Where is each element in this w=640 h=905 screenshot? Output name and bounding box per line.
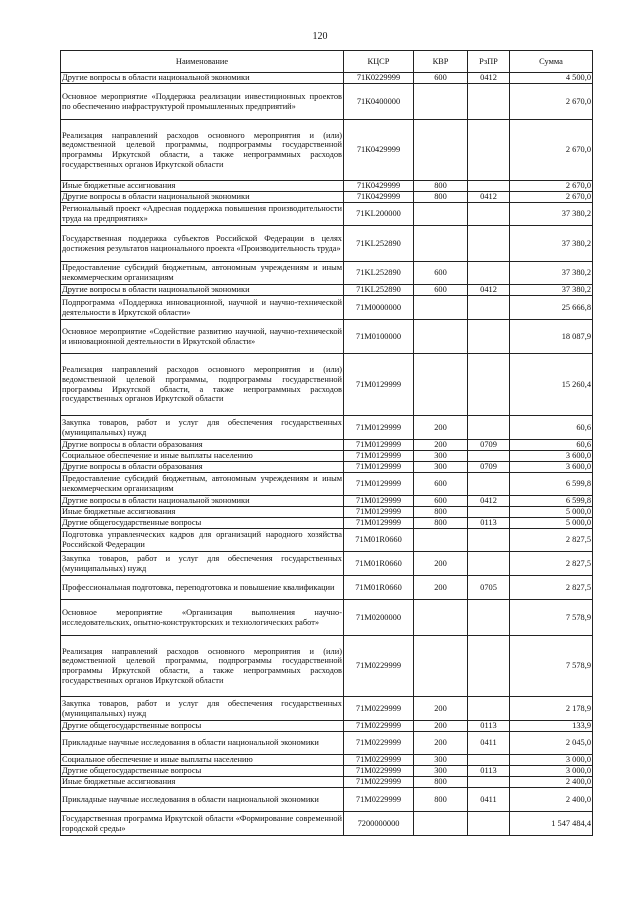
cell-rzpr: 0412 [468, 73, 510, 84]
cell-name: Другие вопросы в области национальной экономики [61, 496, 344, 507]
cell-kvr: 200 [414, 721, 468, 732]
cell-kvr: 200 [414, 440, 468, 451]
cell-name: Подготовка управленческих кадров для организаций народного хозяйства Российской Федерации [61, 529, 344, 552]
cell-kcsr: 71К0400000 [344, 84, 414, 120]
cell-rzpr [468, 203, 510, 226]
cell-sum: 133,9 [510, 721, 593, 732]
cell-sum: 3 600,0 [510, 462, 593, 473]
cell-sum: 37 380,2 [510, 226, 593, 262]
cell-rzpr: 0113 [468, 518, 510, 529]
column-header-sum: Сумма [510, 51, 593, 73]
cell-name: Иные бюджетные ассигнования [61, 777, 344, 788]
cell-sum: 2 400,0 [510, 788, 593, 812]
cell-kcsr: 71М0100000 [344, 320, 414, 354]
table-row [61, 507, 593, 518]
cell-kvr: 300 [414, 462, 468, 473]
cell-sum: 37 380,2 [510, 285, 593, 296]
cell-name: Государственная программа Иркутской области «Формирование современной городской среды» [61, 812, 344, 836]
cell-kcsr: 71К0429999 [344, 181, 414, 192]
table-row [61, 552, 593, 576]
cell-kvr [414, 600, 468, 636]
page-number: 120 [312, 31, 328, 42]
cell-rzpr [468, 600, 510, 636]
cell-kvr: 800 [414, 181, 468, 192]
cell-kcsr: 71М0129999 [344, 440, 414, 451]
cell-kcsr: 71К0229999 [344, 73, 414, 84]
cell-sum: 2 045,0 [510, 732, 593, 755]
cell-rzpr [468, 320, 510, 354]
cell-kvr: 600 [414, 496, 468, 507]
cell-sum: 2 827,5 [510, 576, 593, 600]
cell-kvr [414, 226, 468, 262]
cell-kvr: 300 [414, 451, 468, 462]
cell-name: Реализация направлений расходов основного мероприятия и (или) ведомственной целевой программы, подпрограммы государственной программы Иркутской области, а также непрограммных расходов государственных органов Иркутской области [61, 354, 344, 416]
cell-kvr [414, 120, 468, 181]
table-row [61, 120, 593, 181]
cell-sum: 3 000,0 [510, 766, 593, 777]
column-header-name: Наименование [61, 51, 344, 73]
cell-sum: 25 666,8 [510, 296, 593, 320]
cell-rzpr [468, 755, 510, 766]
cell-kvr: 200 [414, 576, 468, 600]
table-row [61, 181, 593, 192]
cell-kvr: 200 [414, 416, 468, 440]
cell-kcsr: 71М0129999 [344, 496, 414, 507]
cell-kcsr: 71М0129999 [344, 462, 414, 473]
cell-kcsr: 71KL252890 [344, 226, 414, 262]
cell-rzpr [468, 181, 510, 192]
cell-kvr [414, 354, 468, 416]
cell-sum: 2 400,0 [510, 777, 593, 788]
table-row [61, 226, 593, 262]
column-header-kcsr: КЦСР [344, 51, 414, 73]
cell-name: Региональный проект «Адресная поддержка повышения производительности труда на предприятиях» [61, 203, 344, 226]
cell-kvr: 600 [414, 73, 468, 84]
cell-rzpr [468, 552, 510, 576]
cell-sum: 1 547 484,4 [510, 812, 593, 836]
cell-rzpr [468, 529, 510, 552]
cell-kcsr: 71М0229999 [344, 766, 414, 777]
cell-kvr: 600 [414, 473, 468, 496]
cell-rzpr [468, 777, 510, 788]
cell-sum: 2 178,9 [510, 697, 593, 721]
cell-name: Прикладные научные исследования в области национальной экономики [61, 732, 344, 755]
cell-rzpr [468, 84, 510, 120]
cell-kvr: 800 [414, 777, 468, 788]
table-row [61, 496, 593, 507]
cell-kvr: 800 [414, 192, 468, 203]
cell-name: Иные бюджетные ассигнования [61, 507, 344, 518]
cell-kcsr: 71М0000000 [344, 296, 414, 320]
table-row [61, 285, 593, 296]
cell-name: Основное мероприятие «Поддержка реализации инвестиционных проектов по обеспечению инфраструктурой промышленных предприятий» [61, 84, 344, 120]
cell-rzpr [468, 226, 510, 262]
cell-kcsr: 71К0429999 [344, 120, 414, 181]
cell-kvr: 800 [414, 788, 468, 812]
cell-rzpr [468, 354, 510, 416]
cell-rzpr: 0412 [468, 496, 510, 507]
cell-kcsr: 71М0129999 [344, 451, 414, 462]
cell-name: Закупка товаров, работ и услуг для обеспечения государственных (муниципальных) нужд [61, 552, 344, 576]
table-row [61, 755, 593, 766]
cell-sum: 7 578,9 [510, 636, 593, 697]
cell-sum: 2 670,0 [510, 192, 593, 203]
cell-kcsr: 71М0229999 [344, 788, 414, 812]
cell-rzpr [468, 416, 510, 440]
cell-rzpr [468, 507, 510, 518]
table-row [61, 777, 593, 788]
table-row [61, 788, 593, 812]
cell-kvr: 800 [414, 507, 468, 518]
cell-name: Прикладные научные исследования в области национальной экономики [61, 788, 344, 812]
budget-table [60, 50, 593, 836]
table-row [61, 636, 593, 697]
cell-name: Другие общегосударственные вопросы [61, 766, 344, 777]
table-row [61, 766, 593, 777]
cell-kvr: 200 [414, 732, 468, 755]
cell-kvr: 200 [414, 697, 468, 721]
cell-kcsr: 71М01R0660 [344, 529, 414, 552]
cell-kvr [414, 812, 468, 836]
cell-rzpr [468, 636, 510, 697]
cell-kvr: 600 [414, 262, 468, 285]
table-body [61, 73, 593, 836]
cell-kvr: 300 [414, 755, 468, 766]
cell-sum: 37 380,2 [510, 203, 593, 226]
cell-kcsr: 7200000000 [344, 812, 414, 836]
cell-rzpr [468, 697, 510, 721]
cell-name: Другие вопросы в области национальной экономики [61, 73, 344, 84]
cell-sum: 2 670,0 [510, 120, 593, 181]
cell-kcsr: 71KL252890 [344, 285, 414, 296]
cell-rzpr [468, 451, 510, 462]
table-row [61, 721, 593, 732]
cell-kcsr: 71М0229999 [344, 697, 414, 721]
cell-sum: 2 827,5 [510, 529, 593, 552]
cell-name: Другие вопросы в области образования [61, 462, 344, 473]
cell-kvr [414, 529, 468, 552]
cell-name: Подпрограмма «Поддержка инновационной, научной и научно-технической деятельности в Иркутской области» [61, 296, 344, 320]
cell-name: Социальное обеспечение и иные выплаты населению [61, 755, 344, 766]
table-row [61, 732, 593, 755]
cell-kvr: 600 [414, 285, 468, 296]
cell-rzpr: 0412 [468, 285, 510, 296]
cell-name: Иные бюджетные ассигнования [61, 181, 344, 192]
cell-name: Другие общегосударственные вопросы [61, 721, 344, 732]
cell-kcsr: 71М0200000 [344, 600, 414, 636]
cell-name: Предоставление субсидий бюджетным, автономным учреждениям и иным некоммерческим организациям [61, 262, 344, 285]
table-row [61, 203, 593, 226]
cell-sum: 60,6 [510, 440, 593, 451]
cell-sum: 2 827,5 [510, 552, 593, 576]
cell-kcsr: 71М0229999 [344, 777, 414, 788]
cell-name: Профессиональная подготовка, переподготовка и повышение квалификации [61, 576, 344, 600]
cell-kcsr: 71М0129999 [344, 354, 414, 416]
cell-rzpr: 0113 [468, 766, 510, 777]
cell-kcsr: 71М01R0660 [344, 552, 414, 576]
cell-rzpr [468, 473, 510, 496]
table-row [61, 320, 593, 354]
cell-kvr: 800 [414, 518, 468, 529]
cell-rzpr [468, 812, 510, 836]
table-row [61, 440, 593, 451]
cell-rzpr: 0411 [468, 732, 510, 755]
cell-sum: 37 380,2 [510, 262, 593, 285]
cell-sum: 5 000,0 [510, 507, 593, 518]
table-row [61, 473, 593, 496]
cell-kcsr: 71М0229999 [344, 636, 414, 697]
cell-kcsr: 71М0129999 [344, 416, 414, 440]
cell-kvr [414, 84, 468, 120]
column-header-kvr: КВР [414, 51, 468, 73]
cell-rzpr [468, 120, 510, 181]
table-row [61, 600, 593, 636]
cell-rzpr: 0705 [468, 576, 510, 600]
table-row [61, 462, 593, 473]
cell-kcsr: 71KL252890 [344, 262, 414, 285]
cell-sum: 2 670,0 [510, 181, 593, 192]
cell-rzpr: 0411 [468, 788, 510, 812]
cell-kcsr: 71М0129999 [344, 473, 414, 496]
table-row [61, 416, 593, 440]
cell-name: Реализация направлений расходов основного мероприятия и (или) ведомственной целевой программы, подпрограммы государственной программы Иркутской области, а также непрограммных расходов государственных органов Иркутской области [61, 120, 344, 181]
cell-sum: 18 087,9 [510, 320, 593, 354]
table-row [61, 529, 593, 552]
table-row [61, 812, 593, 836]
cell-name: Закупка товаров, работ и услуг для обеспечения государственных (муниципальных) нужд [61, 416, 344, 440]
cell-kvr [414, 296, 468, 320]
cell-name: Другие вопросы в области национальной экономики [61, 285, 344, 296]
cell-sum: 15 260,4 [510, 354, 593, 416]
table-row [61, 518, 593, 529]
table-row [61, 296, 593, 320]
cell-sum: 7 578,9 [510, 600, 593, 636]
cell-rzpr: 0709 [468, 462, 510, 473]
cell-sum: 6 599,8 [510, 496, 593, 507]
cell-kvr: 200 [414, 552, 468, 576]
cell-rzpr: 0412 [468, 192, 510, 203]
cell-kcsr: 71М0129999 [344, 507, 414, 518]
cell-kvr [414, 320, 468, 354]
cell-rzpr [468, 296, 510, 320]
table-row [61, 84, 593, 120]
table-row [61, 192, 593, 203]
cell-name: Закупка товаров, работ и услуг для обеспечения государственных (муниципальных) нужд [61, 697, 344, 721]
table-row [61, 576, 593, 600]
table-row [61, 451, 593, 462]
cell-sum: 3 600,0 [510, 451, 593, 462]
cell-kcsr: 71М0229999 [344, 721, 414, 732]
cell-sum: 4 500,0 [510, 73, 593, 84]
cell-kcsr: 71М0129999 [344, 518, 414, 529]
cell-name: Социальное обеспечение и иные выплаты населению [61, 451, 344, 462]
cell-kcsr: 71М0229999 [344, 755, 414, 766]
cell-sum: 2 670,0 [510, 84, 593, 120]
cell-rzpr: 0709 [468, 440, 510, 451]
table-header-row [61, 51, 593, 73]
cell-sum: 3 000,0 [510, 755, 593, 766]
cell-kvr: 300 [414, 766, 468, 777]
cell-name: Другие вопросы в области национальной экономики [61, 192, 344, 203]
column-header-rzpr: РзПР [468, 51, 510, 73]
cell-name: Государственная поддержка субъектов Российской Федерации в целях достижения результатов национального проекта «Производительность труда» [61, 226, 344, 262]
cell-name: Другие общегосударственные вопросы [61, 518, 344, 529]
cell-rzpr: 0113 [468, 721, 510, 732]
table-row [61, 697, 593, 721]
table-row [61, 354, 593, 416]
cell-name: Другие вопросы в области образования [61, 440, 344, 451]
cell-rzpr [468, 262, 510, 285]
table-row [61, 262, 593, 285]
cell-sum: 6 599,8 [510, 473, 593, 496]
cell-name: Предоставление субсидий бюджетным, автономным учреждениям и иным некоммерческим организациям [61, 473, 344, 496]
cell-kcsr: 71KL200000 [344, 203, 414, 226]
cell-kcsr: 71М01R0660 [344, 576, 414, 600]
cell-sum: 60,6 [510, 416, 593, 440]
cell-name: Основное мероприятие «Организация выполнения научно-исследовательских, опытно-конструкторских и технологических работ» [61, 600, 344, 636]
table-row [61, 73, 593, 84]
cell-sum: 5 000,0 [510, 518, 593, 529]
cell-name: Реализация направлений расходов основного мероприятия и (или) ведомственной целевой программы, подпрограммы государственной программы Иркутской области, а также непрограммных расходов государственных органов Иркутской области [61, 636, 344, 697]
cell-kvr [414, 203, 468, 226]
cell-kcsr: 71М0229999 [344, 732, 414, 755]
cell-name: Основное мероприятие «Содействие развитию научной, научно-технической и инновационной деятельности в Иркутской области» [61, 320, 344, 354]
cell-kcsr: 71К0429999 [344, 192, 414, 203]
cell-kvr [414, 636, 468, 697]
